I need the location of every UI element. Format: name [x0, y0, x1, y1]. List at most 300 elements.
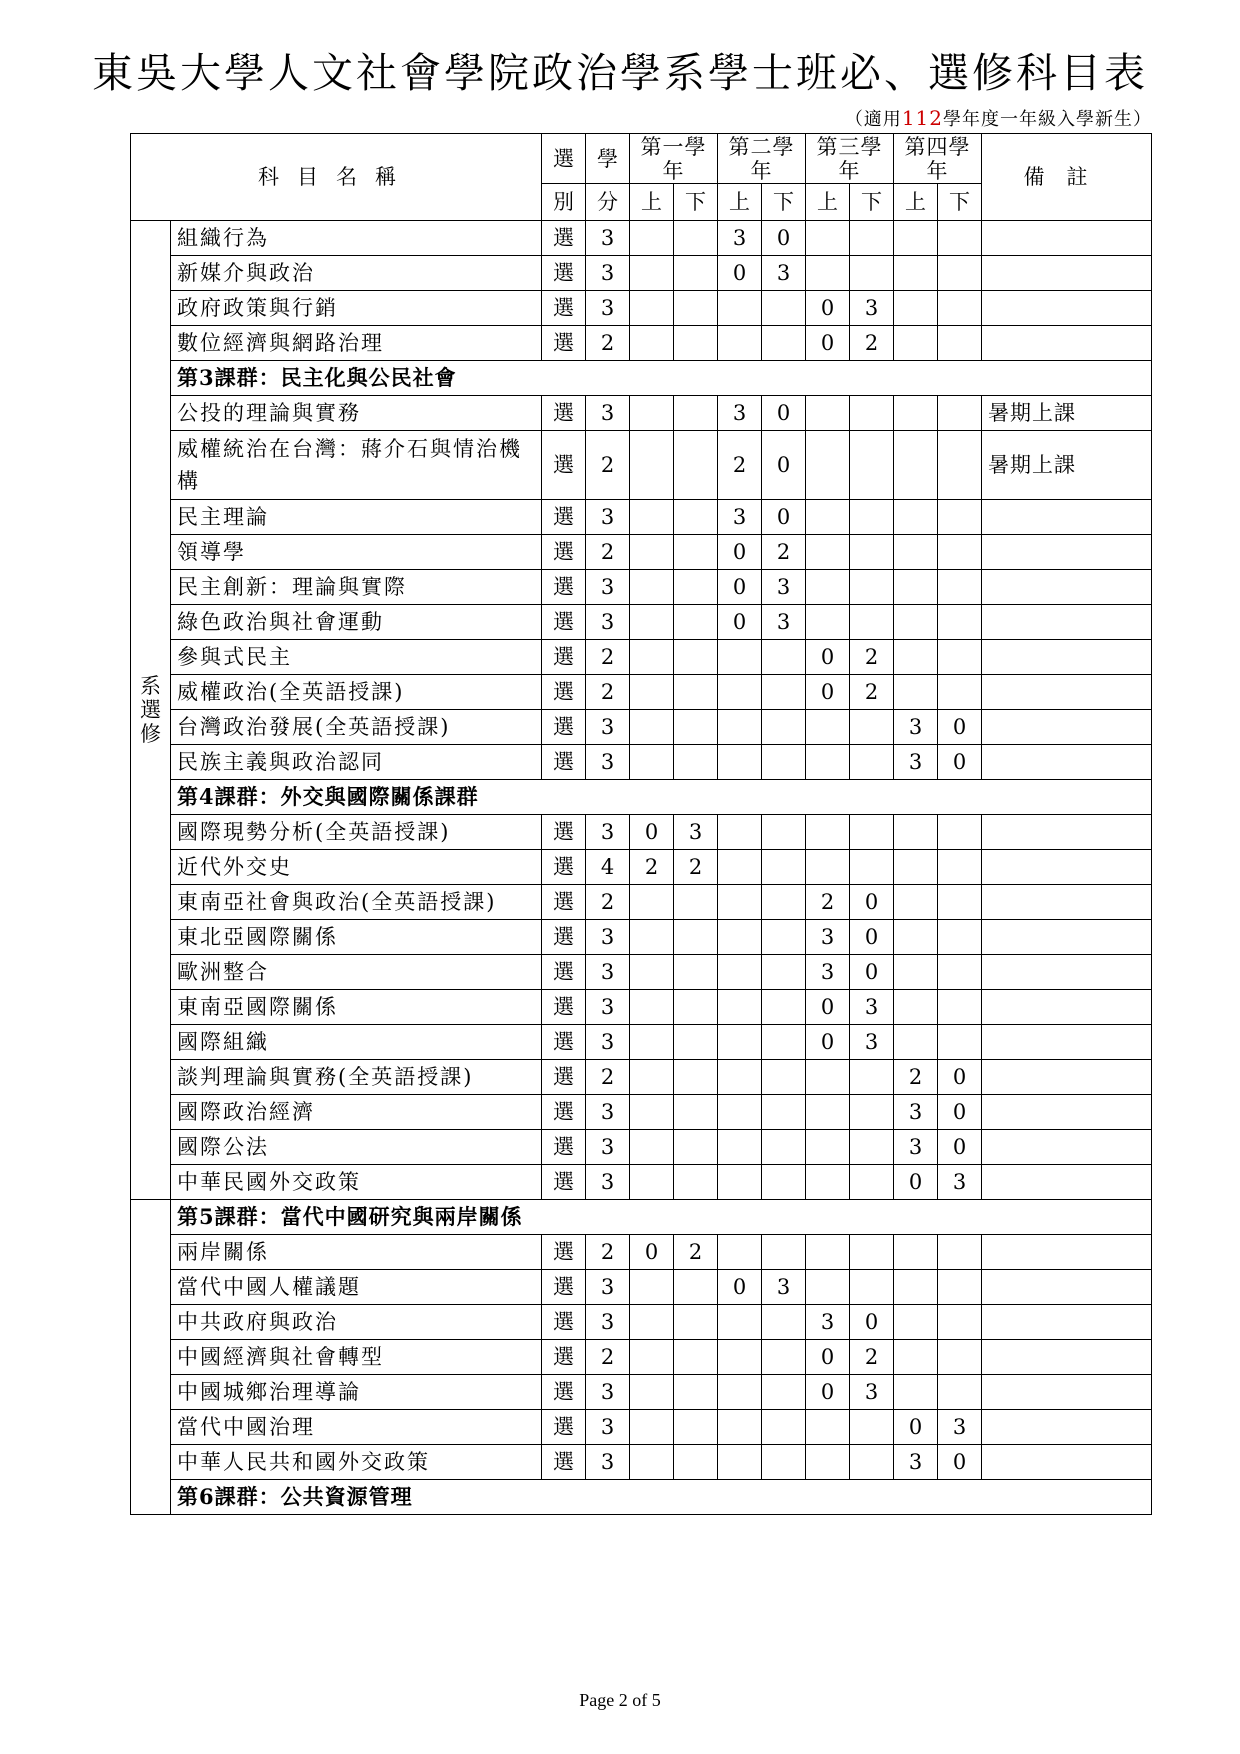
cell-y1d: [674, 675, 718, 710]
cell-y3u: 0: [806, 1025, 850, 1060]
cell-y4u: [894, 221, 938, 256]
course-name: 國際組織: [171, 1025, 542, 1060]
cell-type: 選: [542, 885, 586, 920]
table-row: [131, 990, 1152, 1025]
group-row: [131, 1200, 1152, 1235]
course-name: 中共政府與政治: [171, 1305, 542, 1340]
cell-y1u: [630, 1445, 674, 1480]
course-name: 民主理論: [171, 500, 542, 535]
cell-type: 選: [542, 745, 586, 780]
cell-y2d: [762, 1165, 806, 1200]
course-name: 領導學: [171, 535, 542, 570]
cell-y3d: [850, 710, 894, 745]
cell-y2d: [762, 745, 806, 780]
cell-y3u: [806, 850, 850, 885]
cell-y4d: [938, 570, 982, 605]
course-name: 民主創新：理論與實際: [171, 570, 542, 605]
cell-y1d: [674, 500, 718, 535]
cell-y4u: 3: [894, 1445, 938, 1480]
cell-y1d: [674, 885, 718, 920]
course-note: [982, 256, 1152, 291]
header-upper: 上: [630, 184, 674, 221]
cell-y4u: [894, 605, 938, 640]
cell-y2d: [762, 920, 806, 955]
course-name: 當代中國人權議題: [171, 1270, 542, 1305]
cell-y1d: [674, 1025, 718, 1060]
course-name: 中國城鄉治理導論: [171, 1375, 542, 1410]
cell-type: 選: [542, 1235, 586, 1270]
cell-credit: 3: [586, 1305, 630, 1340]
cell-type: 選: [542, 431, 586, 500]
cell-y2d: 3: [762, 256, 806, 291]
cell-y1u: [630, 396, 674, 431]
cell-y4d: 0: [938, 710, 982, 745]
course-name: 政府政策與行銷: [171, 291, 542, 326]
cell-y3d: 3: [850, 1375, 894, 1410]
cell-y4d: 0: [938, 1445, 982, 1480]
cell-y2u: [718, 640, 762, 675]
cell-y2u: [718, 1340, 762, 1375]
cell-y2u: [718, 850, 762, 885]
course-note: [982, 745, 1152, 780]
cell-y2d: [762, 1095, 806, 1130]
course-note: [982, 605, 1152, 640]
cell-y2d: [762, 1445, 806, 1480]
table-row: [131, 326, 1152, 361]
cell-y1d: [674, 291, 718, 326]
group-heading: 第3課群：民主化與公民社會: [171, 361, 1152, 396]
cell-y3u: [806, 1270, 850, 1305]
cell-y4d: 0: [938, 1095, 982, 1130]
course-name: 綠色政治與社會運動: [171, 605, 542, 640]
cell-type: 選: [542, 640, 586, 675]
table-row: [131, 1165, 1152, 1200]
cell-y1u: [630, 745, 674, 780]
cell-y2u: [718, 990, 762, 1025]
cell-y2d: [762, 291, 806, 326]
cell-type: 選: [542, 396, 586, 431]
header-lower: 下: [674, 184, 718, 221]
course-note: [982, 920, 1152, 955]
course-note: [982, 990, 1152, 1025]
cell-y4d: [938, 500, 982, 535]
cell-y4d: [938, 221, 982, 256]
cell-y3d: 0: [850, 885, 894, 920]
page-footer: Page 2 of 5: [579, 1690, 661, 1710]
course-note: [982, 500, 1152, 535]
cell-y2d: [762, 326, 806, 361]
cell-type: 選: [542, 1270, 586, 1305]
cell-type: 選: [542, 1305, 586, 1340]
cell-y2d: [762, 1025, 806, 1060]
cell-y2u: 3: [718, 500, 762, 535]
cell-y3u: [806, 1060, 850, 1095]
cell-y4d: [938, 1375, 982, 1410]
cell-type: 選: [542, 990, 586, 1025]
cell-credit: 3: [586, 1025, 630, 1060]
cell-y4d: [938, 326, 982, 361]
table-row: [131, 1270, 1152, 1305]
cell-credit: 3: [586, 605, 630, 640]
cell-y3u: [806, 710, 850, 745]
cell-y3u: [806, 570, 850, 605]
cell-y2u: 3: [718, 221, 762, 256]
section-label-text: 系 選 修: [140, 674, 161, 746]
cell-y4u: [894, 1025, 938, 1060]
course-name: 國際現勢分析(全英語授課): [171, 815, 542, 850]
cell-y4d: [938, 1305, 982, 1340]
cell-type: 選: [542, 920, 586, 955]
cell-y1d: [674, 326, 718, 361]
cell-y1u: [630, 885, 674, 920]
page-title: 東吳大學人文社會學院政治學系學士班必、選修科目表: [92, 49, 1148, 97]
cell-y3u: 0: [806, 1340, 850, 1375]
table-row: [131, 920, 1152, 955]
cell-y1u: [630, 1340, 674, 1375]
cell-y3d: [850, 1095, 894, 1130]
table-row: [131, 1340, 1152, 1375]
cell-y2u: [718, 1165, 762, 1200]
table-row: [131, 1095, 1152, 1130]
cell-y1u: [630, 1270, 674, 1305]
course-name: 台灣政治發展(全英語授課): [171, 710, 542, 745]
cell-y1u: 0: [630, 1235, 674, 1270]
cell-y1d: [674, 1130, 718, 1165]
cell-y2u: 0: [718, 1270, 762, 1305]
cell-y4u: [894, 675, 938, 710]
table-row: [131, 535, 1152, 570]
cell-y2u: [718, 955, 762, 990]
header-upper: 上: [806, 184, 850, 221]
course-note: [982, 955, 1152, 990]
cell-type: 選: [542, 710, 586, 745]
course-note: [982, 1375, 1152, 1410]
cell-type: 選: [542, 1410, 586, 1445]
cell-y4u: 2: [894, 1060, 938, 1095]
cell-y2u: [718, 1060, 762, 1095]
course-name: 國際公法: [171, 1130, 542, 1165]
cell-y1d: [674, 1375, 718, 1410]
cell-type: 選: [542, 326, 586, 361]
cell-y2u: [718, 1410, 762, 1445]
cell-y1u: [630, 1165, 674, 1200]
cell-credit: 2: [586, 1235, 630, 1270]
cell-y2u: [718, 745, 762, 780]
cell-y1u: [630, 1305, 674, 1340]
course-note: [982, 1340, 1152, 1375]
table-row: [131, 500, 1152, 535]
course-note: [982, 1270, 1152, 1305]
cell-y4d: [938, 535, 982, 570]
table-row: [131, 815, 1152, 850]
cell-credit: 3: [586, 745, 630, 780]
cell-y2u: [718, 1025, 762, 1060]
cell-y3d: [850, 1130, 894, 1165]
cell-credit: 3: [586, 221, 630, 256]
cell-y4u: [894, 990, 938, 1025]
cell-y1u: [630, 955, 674, 990]
cell-y2d: [762, 885, 806, 920]
course-note: [982, 885, 1152, 920]
course-note: [982, 1130, 1152, 1165]
group-row: [131, 361, 1152, 396]
cell-credit: 3: [586, 1270, 630, 1305]
cell-y4d: [938, 640, 982, 675]
cell-y2u: 0: [718, 605, 762, 640]
header-year-1: 第一學年: [630, 134, 718, 184]
cell-y1u: [630, 920, 674, 955]
header-year-2: 第二學年: [718, 134, 806, 184]
cell-y2d: [762, 1060, 806, 1095]
cell-type: 選: [542, 675, 586, 710]
cell-y2d: [762, 1305, 806, 1340]
cell-y3d: [850, 221, 894, 256]
cell-y4d: 0: [938, 745, 982, 780]
table-row: [131, 291, 1152, 326]
cell-credit: 4: [586, 850, 630, 885]
cell-y4d: [938, 815, 982, 850]
course-name: 中華民國外交政策: [171, 1165, 542, 1200]
table-row: [131, 745, 1152, 780]
cell-type: 選: [542, 605, 586, 640]
cell-y4u: [894, 885, 938, 920]
cell-y4u: [894, 1340, 938, 1375]
cell-y3u: [806, 605, 850, 640]
course-name: 威權統治在台灣：蔣介石與情治機構: [171, 431, 542, 500]
cell-y1u: [630, 291, 674, 326]
cell-y2d: [762, 1340, 806, 1375]
cell-y1u: [630, 326, 674, 361]
cell-type: 選: [542, 1375, 586, 1410]
cell-y1d: [674, 1305, 718, 1340]
cell-y4d: [938, 1235, 982, 1270]
cell-y2u: [718, 815, 762, 850]
cell-type: 選: [542, 1445, 586, 1480]
header-lower: 下: [850, 184, 894, 221]
cell-y1u: [630, 640, 674, 675]
cell-credit: 3: [586, 1130, 630, 1165]
cell-type: 選: [542, 1165, 586, 1200]
cell-y3d: [850, 431, 894, 500]
cell-y1u: [630, 221, 674, 256]
course-name: 東南亞國際關係: [171, 990, 542, 1025]
cell-y2u: [718, 710, 762, 745]
cell-y3d: 3: [850, 990, 894, 1025]
cell-y3d: [850, 1270, 894, 1305]
cell-y4d: [938, 955, 982, 990]
cell-y1u: 0: [630, 815, 674, 850]
cell-y4d: [938, 605, 982, 640]
cell-y4d: [938, 885, 982, 920]
cell-type: 選: [542, 570, 586, 605]
group-heading: 第6課群：公共資源管理: [171, 1480, 1152, 1515]
cell-y1u: [630, 431, 674, 500]
cell-y3u: [806, 1165, 850, 1200]
table-row: [131, 1445, 1152, 1480]
course-note: [982, 675, 1152, 710]
course-note: [982, 815, 1152, 850]
cell-y3d: [850, 256, 894, 291]
course-note: [982, 1445, 1152, 1480]
cell-y1d: [674, 221, 718, 256]
cell-y2u: [718, 885, 762, 920]
cell-y3d: [850, 605, 894, 640]
cell-credit: 3: [586, 256, 630, 291]
cell-type: 選: [542, 1095, 586, 1130]
cell-y4u: [894, 535, 938, 570]
course-note: [982, 850, 1152, 885]
cell-y3u: 2: [806, 885, 850, 920]
group-row: [131, 1480, 1152, 1515]
header-note: 備註: [982, 134, 1152, 221]
cell-y3u: [806, 815, 850, 850]
cell-y4u: [894, 500, 938, 535]
cell-y4d: 0: [938, 1130, 982, 1165]
cell-y3d: [850, 1060, 894, 1095]
cell-y3u: 0: [806, 326, 850, 361]
header-year-4: 第四學年: [894, 134, 982, 184]
cell-credit: 3: [586, 990, 630, 1025]
table-row: [131, 431, 1152, 500]
cell-credit: 3: [586, 1095, 630, 1130]
cell-y4u: [894, 570, 938, 605]
cell-y2u: [718, 920, 762, 955]
cell-y1d: [674, 1095, 718, 1130]
cell-y4d: [938, 850, 982, 885]
cell-type: 選: [542, 955, 586, 990]
cell-y1d: [674, 570, 718, 605]
group-heading: 第4課群：外交與國際關係課群: [171, 780, 1152, 815]
course-name: 談判理論與實務(全英語授課): [171, 1060, 542, 1095]
cell-type: 選: [542, 221, 586, 256]
cell-y2u: [718, 1130, 762, 1165]
table-row: [131, 1235, 1152, 1270]
applicability-suffix: 學年度一年級入學新生）: [943, 109, 1152, 130]
cell-y2u: 3: [718, 396, 762, 431]
course-note: [982, 570, 1152, 605]
cell-y2u: [718, 291, 762, 326]
cell-credit: 3: [586, 1410, 630, 1445]
cell-credit: 3: [586, 291, 630, 326]
cell-y4u: [894, 326, 938, 361]
cell-y1u: [630, 1095, 674, 1130]
header-credit-top: 學: [586, 134, 630, 184]
cell-y2d: 2: [762, 535, 806, 570]
cell-y2d: [762, 1410, 806, 1445]
cell-y3d: 2: [850, 675, 894, 710]
cell-y1d: [674, 1165, 718, 1200]
cell-credit: 3: [586, 396, 630, 431]
cell-y3d: [850, 1445, 894, 1480]
cell-y4u: [894, 1305, 938, 1340]
header-type-bottom: 別: [542, 184, 586, 221]
cell-y3u: [806, 500, 850, 535]
table-row: [131, 675, 1152, 710]
table-row: [131, 605, 1152, 640]
cell-credit: 3: [586, 920, 630, 955]
header-row-top: [131, 134, 1152, 184]
table-row: [131, 396, 1152, 431]
cell-y4u: 3: [894, 745, 938, 780]
cell-y3d: 2: [850, 640, 894, 675]
course-table: [130, 133, 1152, 1515]
cell-y1u: [630, 570, 674, 605]
cell-y1d: 3: [674, 815, 718, 850]
cell-y2u: [718, 326, 762, 361]
cell-y4d: [938, 431, 982, 500]
cell-y4u: 0: [894, 1165, 938, 1200]
course-note: [982, 291, 1152, 326]
cell-y3u: [806, 1445, 850, 1480]
cell-y3u: [806, 1095, 850, 1130]
cell-y4u: [894, 1235, 938, 1270]
cell-credit: 3: [586, 1165, 630, 1200]
table-row: [131, 256, 1152, 291]
cell-y2u: [718, 1305, 762, 1340]
section-label-continued: [131, 1200, 171, 1515]
cell-credit: 3: [586, 500, 630, 535]
cell-y4d: [938, 396, 982, 431]
cell-y3u: 3: [806, 920, 850, 955]
cell-y2u: 0: [718, 535, 762, 570]
cell-y2d: [762, 640, 806, 675]
cell-y3d: 3: [850, 291, 894, 326]
cell-credit: 2: [586, 885, 630, 920]
cell-y4u: [894, 1375, 938, 1410]
cell-y4u: [894, 256, 938, 291]
table-row: [131, 1060, 1152, 1095]
cell-y1u: [630, 535, 674, 570]
header-upper: 上: [718, 184, 762, 221]
header-lower: 下: [762, 184, 806, 221]
header-year-3: 第三學年: [806, 134, 894, 184]
course-name: 歐洲整合: [171, 955, 542, 990]
cell-type: 選: [542, 1340, 586, 1375]
cell-y3u: 0: [806, 990, 850, 1025]
table-row: [131, 850, 1152, 885]
cell-y1u: [630, 1130, 674, 1165]
cell-y2d: [762, 955, 806, 990]
group-heading: 第5課群：當代中國研究與兩岸關係: [171, 1200, 1152, 1235]
cell-y4d: 0: [938, 1060, 982, 1095]
cell-credit: 2: [586, 1340, 630, 1375]
cell-credit: 3: [586, 710, 630, 745]
cell-y1d: [674, 1340, 718, 1375]
course-name: 參與式民主: [171, 640, 542, 675]
table-row: [131, 221, 1152, 256]
cell-y3u: [806, 221, 850, 256]
course-name: 東南亞社會與政治(全英語授課): [171, 885, 542, 920]
course-name: 民族主義與政治認同: [171, 745, 542, 780]
table-row: [131, 640, 1152, 675]
cell-y4d: [938, 990, 982, 1025]
cell-y3u: [806, 396, 850, 431]
cell-y1u: [630, 990, 674, 1025]
cell-credit: 3: [586, 570, 630, 605]
cell-y3u: 3: [806, 1305, 850, 1340]
cell-y3u: 0: [806, 675, 850, 710]
cell-y3u: [806, 1130, 850, 1165]
cell-y1u: [630, 1060, 674, 1095]
course-note: [982, 1060, 1152, 1095]
cell-y3d: [850, 570, 894, 605]
cell-y4d: [938, 675, 982, 710]
cell-y1u: [630, 256, 674, 291]
course-name: 中華人民共和國外交政策: [171, 1445, 542, 1480]
cell-y1d: [674, 920, 718, 955]
cell-y3u: 0: [806, 640, 850, 675]
cell-y2d: [762, 1235, 806, 1270]
